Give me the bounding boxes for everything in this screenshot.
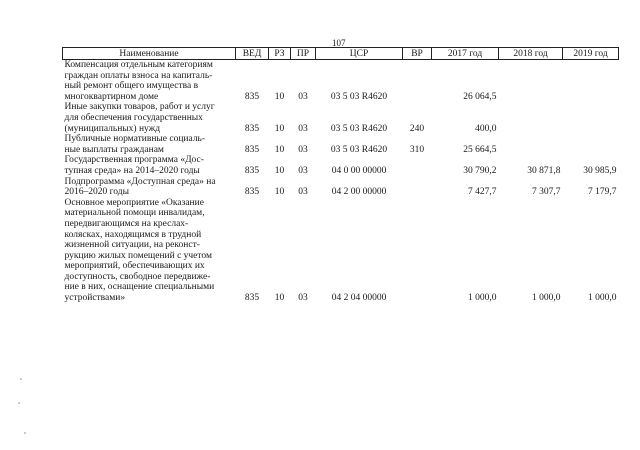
- scan-speck: [20, 378, 22, 380]
- cell-pr: 03: [298, 293, 308, 304]
- cell-ved: 835: [244, 293, 260, 304]
- row-name-text: Государственная программа «Дос- тупная среда» на 2014–2020 годы: [64, 155, 204, 176]
- table-row: [63, 102, 619, 134]
- cell-name: [63, 198, 236, 304]
- cell-vr: [403, 155, 432, 176]
- table-body: [63, 60, 619, 304]
- cell-csr: 03 5 03 R4620: [330, 123, 388, 134]
- cell-2017: 26 064,5: [463, 91, 497, 102]
- cell-vr: [403, 198, 432, 304]
- row-name-text: Иные закупки товаров, работ и услуг для обеспечения государственных (муниципальных) нужд: [64, 102, 215, 134]
- header-rz: РЗ: [269, 48, 291, 60]
- header-2019: 2019 год: [563, 48, 619, 60]
- cell-pr: 03: [298, 144, 308, 155]
- header-name: Наименование: [63, 48, 236, 60]
- cell-pr: 03: [298, 91, 308, 102]
- table-header-row: [63, 48, 619, 60]
- cell-pr: 03: [298, 187, 308, 198]
- row-name-text: Компенсация отдельным категориям граждан оплаты взноса на капиталь- ный ремонт общего имущества в многоквартирном доме: [64, 60, 213, 102]
- cell-2017: 25 664,5: [463, 144, 497, 155]
- cell-csr: 03 5 03 R4620: [330, 144, 388, 155]
- cell-rz: 10: [274, 144, 285, 155]
- cell-vr: 310: [409, 144, 425, 155]
- header-2018: 2018 год: [499, 48, 563, 60]
- cell-2018: [499, 60, 563, 103]
- cell-rz: 10: [274, 91, 285, 102]
- cell-vr: [403, 60, 432, 103]
- cell-2017: 400,0: [475, 123, 497, 134]
- header-csr: ЦСР: [316, 48, 403, 60]
- cell-name: [63, 60, 236, 103]
- cell-2018: [499, 102, 563, 134]
- cell-vr: [403, 177, 432, 198]
- header-2017: 2017 год: [432, 48, 499, 60]
- cell-pr: 03: [298, 123, 308, 134]
- cell-ved: 835: [244, 144, 260, 155]
- page-number: 107: [332, 38, 346, 48]
- cell-2019: [563, 102, 619, 134]
- cell-csr: 03 5 03 R4620: [330, 91, 388, 102]
- cell-rz: 10: [274, 293, 285, 304]
- table-row: [63, 177, 619, 198]
- header-vr: ВР: [403, 48, 432, 60]
- cell-csr: 04 2 00 00000: [331, 187, 387, 198]
- header-ved: ВЕД: [236, 48, 269, 60]
- cell-2018: 1 000,0: [532, 293, 561, 304]
- cell-2018: 7 307,7: [532, 187, 561, 198]
- cell-2017: 1 000,0: [468, 293, 497, 304]
- table-row: [63, 198, 619, 304]
- cell-2019: 7 179,7: [588, 187, 617, 198]
- cell-name: [63, 102, 236, 134]
- table-row: [63, 155, 619, 176]
- header-pr: ПР: [291, 48, 316, 60]
- cell-rz: 10: [274, 187, 285, 198]
- scan-speck: [18, 402, 20, 404]
- cell-vr: 240: [409, 123, 425, 134]
- row-name-text: Подпрограмма «Доступная среда» на 2016–2020 годы: [64, 176, 216, 198]
- cell-rz: 10: [274, 123, 285, 134]
- cell-2019: [563, 60, 619, 103]
- cell-name: [63, 134, 236, 155]
- cell-ved: 835: [244, 165, 260, 176]
- cell-2018: [499, 134, 563, 155]
- cell-csr: 04 2 04 00000: [331, 293, 387, 304]
- row-name-text: Публичные нормативные социаль- ные выплаты гражданам: [64, 134, 206, 155]
- table-row: [63, 134, 619, 155]
- cell-name: [63, 177, 236, 198]
- cell-2019: [563, 134, 619, 155]
- table-row: [63, 60, 619, 103]
- cell-ved: 835: [244, 123, 260, 134]
- budget-table: [62, 47, 619, 304]
- row-name-text: Основное мероприятие «Оказание материальной помощи инвалидам, передвигающимся на креслах- колясках, находящимся в трудной жизненной ситуации, на реконст- рукцию жилых помещений с учетом мероприятий, обеспечивающих их доступность, свободное передвиже- ние в них, оснащение специальными устройствами»: [64, 197, 215, 304]
- cell-2018: 30 871,8: [527, 165, 561, 176]
- cell-ved: 835: [244, 91, 260, 102]
- cell-pr: 03: [298, 165, 308, 176]
- cell-2019: 30 985,9: [583, 165, 617, 176]
- cell-2017: 30 790,2: [463, 165, 497, 176]
- cell-ved: 835: [244, 187, 260, 198]
- cell-name: [63, 155, 236, 176]
- cell-rz: 10: [274, 165, 285, 176]
- cell-2019: 1 000,0: [588, 293, 617, 304]
- cell-2017: 7 427,7: [468, 187, 497, 198]
- cell-csr: 04 0 00 00000: [331, 165, 387, 176]
- scan-speck: [24, 432, 26, 434]
